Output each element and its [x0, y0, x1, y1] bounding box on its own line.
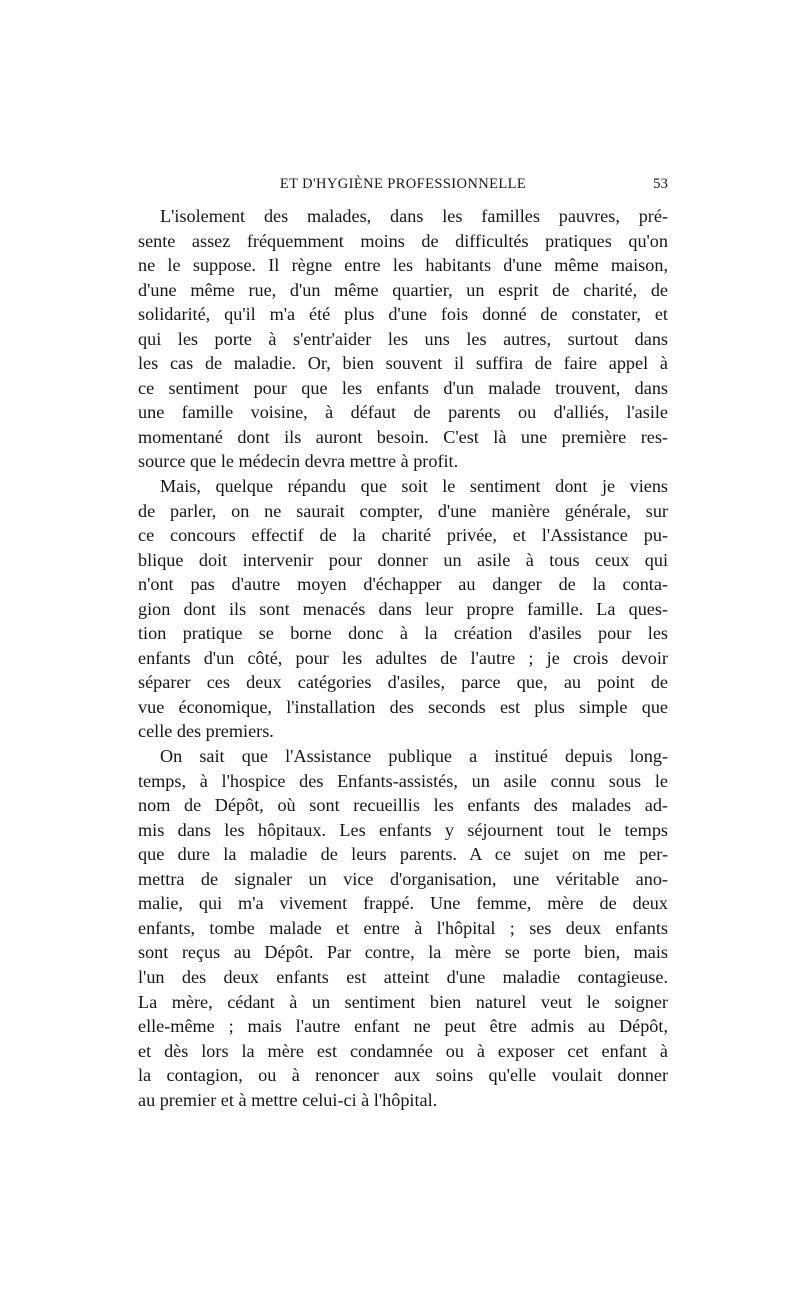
text-line: que dure la maladie de leurs parents. A ce sujet on me per-: [138, 844, 668, 865]
text-line: l'un des deux enfants est atteint d'une maladie contagieuse.: [138, 966, 668, 987]
text-line: sente assez fréquemment moins de difficultés pratiques qu'on: [138, 230, 668, 251]
text-line: sont reçus au Dépôt. Par contre, la mère se porte bien, mais: [138, 942, 668, 963]
text-line: mis dans les hôpitaux. Les enfants y séjournent tout le temps: [138, 819, 668, 840]
running-head: [138, 176, 668, 200]
text-line: La mère, cédant à un sentiment bien naturel veut le soigner: [138, 991, 668, 1012]
text-line: celle des premiers.: [138, 721, 274, 742]
text-line: les cas de maladie. Or, bien souvent il suffira de faire appel à: [138, 353, 668, 374]
text-line: de parler, on ne saurait compter, d'une manière générale, sur: [138, 500, 668, 521]
text-line: la contagion, ou à renoncer aux soins qu'elle voulait donner: [138, 1065, 668, 1086]
text-line: mettra de signaler un vice d'organisation, une véritable ano-: [138, 868, 668, 889]
text-line: enfants, tombe malade et entre à l'hôpital ; ses deux enfants: [138, 917, 668, 938]
text-line: nom de Dépôt, où sont recueillis les enfants des malades ad-: [138, 795, 668, 816]
text-line: ce sentiment pour que les enfants d'un malade trouvent, dans: [138, 377, 668, 398]
text-line: solidarité, qu'il m'a été plus d'une fois donné de constater, et: [138, 304, 668, 325]
paragraph: [138, 474, 668, 744]
text-line: momentané dont ils auront besoin. C'est là une première res-: [138, 426, 668, 447]
text-line: et dès lors la mère est condamnée ou à exposer cet enfant à: [138, 1040, 668, 1061]
text-line: une famille voisine, à défaut de parents ou d'alliés, l'asile: [138, 402, 668, 423]
body-text: [138, 204, 668, 1112]
text-line: n'ont pas d'autre moyen d'échapper au danger de la conta-: [138, 574, 668, 595]
running-title: ET D'HYGIÈNE PROFESSIONNELLE: [279, 176, 527, 192]
text-line: malie, qui m'a vivement frappé. Une femme, mère de deux: [138, 893, 668, 914]
text-line: vue économique, l'installation des seconds est plus simple que: [138, 696, 668, 717]
text-line: Mais, quelque répandu que soit le sentiment dont je viens: [160, 476, 668, 497]
page-number: 53: [653, 176, 668, 192]
text-line: blique doit intervenir pour donner un asile à tous ceux qui: [138, 549, 668, 570]
text-line: ce concours effectif de la charité privée, et l'Assistance pu-: [138, 525, 668, 546]
text-line: au premier et à mettre celui-ci à l'hôpital.: [138, 1089, 438, 1110]
text-line: qui les porte à s'entr'aider les uns les autres, surtout dans: [138, 328, 668, 349]
paragraph: [138, 744, 668, 1112]
text-line: d'une même rue, d'un même quartier, un esprit de charité, de: [138, 279, 668, 300]
text-line: enfants d'un côté, pour les adultes de l'autre ; je crois devoir: [138, 647, 668, 668]
text-line: tion pratique se borne donc à la création d'asiles pour les: [138, 623, 668, 644]
text-line: L'isolement des malades, dans les familles pauvres, pré-: [160, 206, 668, 226]
text-line: ne le suppose. Il règne entre les habitants d'une même maison,: [138, 255, 668, 276]
text-line: elle-même ; mais l'autre enfant ne peut être admis au Dépôt,: [138, 1016, 668, 1037]
text-line: gion dont ils sont menacés dans leur propre famille. La ques-: [138, 598, 668, 619]
text-line: séparer ces deux catégories d'asiles, parce que, au point de: [138, 672, 668, 693]
text-line: On sait que l'Assistance publique a institué depuis long-: [160, 746, 668, 767]
text-line: source que le médecin devra mettre à profit.: [138, 451, 459, 472]
paragraph: [138, 204, 668, 474]
text-line: temps, à l'hospice des Enfants-assistés, un asile connu sous le: [138, 770, 668, 791]
